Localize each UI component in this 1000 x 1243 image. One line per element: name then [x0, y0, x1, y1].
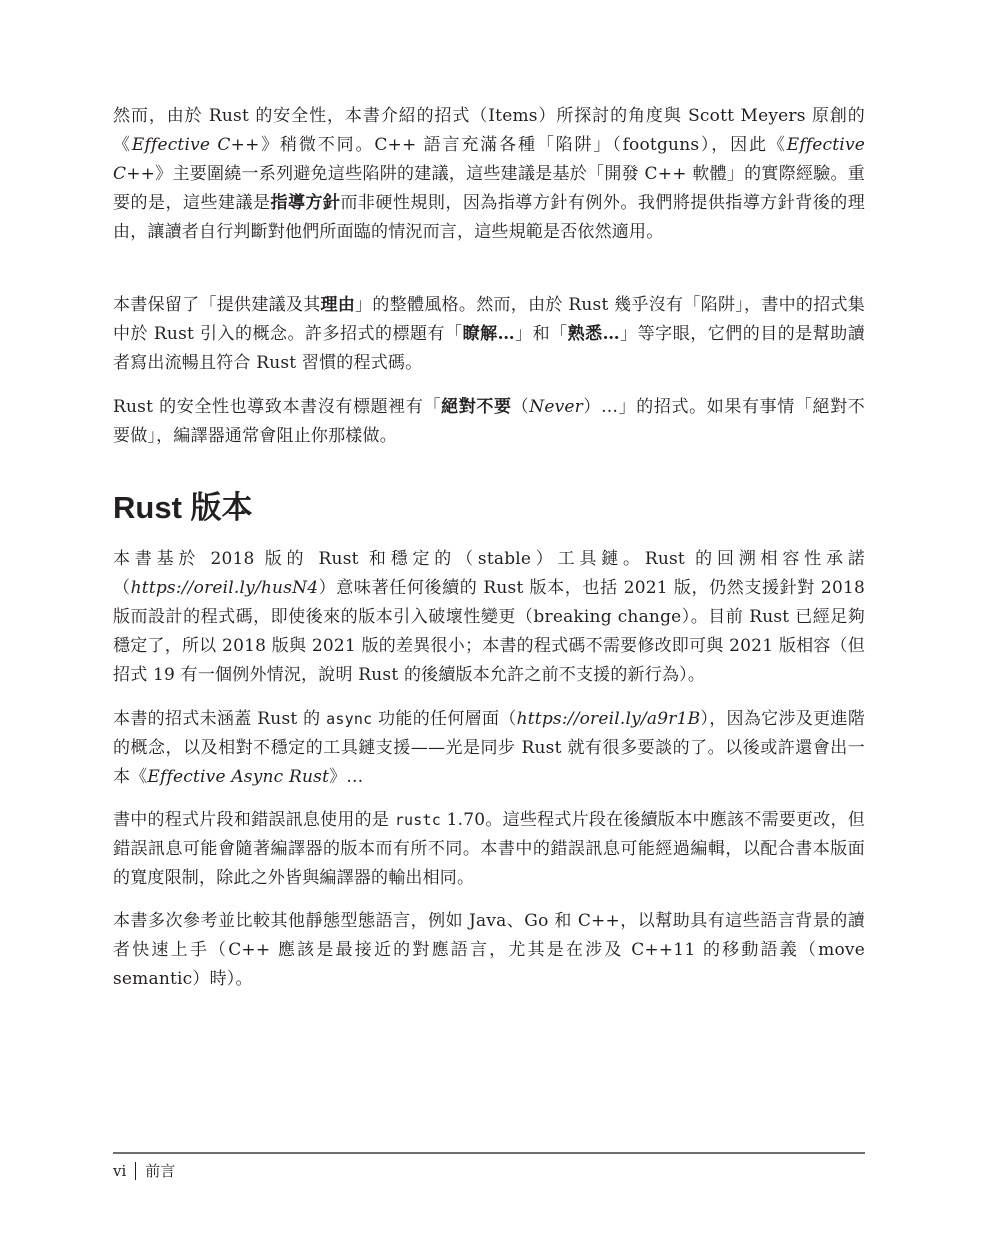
text-run: async [326, 710, 373, 728]
text-run: 瞭解… [462, 324, 515, 344]
text-run: 》稍微不同。C++ 語言充滿各種「陷阱」（footguns），因此《 [259, 135, 787, 155]
text-run: 本書多次參考並比較其他靜態型態語言，例如 Java、Go 和 C++，以幫助具有這些語言背景的讀者快速上手（C++ 應該是最接近的對應語言，尤其是在涉及 C++11 的移動語義（move semantic）時）。 [113, 911, 865, 989]
footer-section-name: 前言 [145, 1162, 176, 1180]
text-run: 指導方針 [270, 193, 341, 213]
section-heading-rust-version: Rust 版本 [113, 490, 253, 525]
text-run: Rust 的安全性也導致本書沒有標題裡有「 [113, 397, 442, 417]
text-run: 》… [329, 767, 364, 787]
text-run: Effective C++ [113, 135, 866, 184]
page-number: vi [113, 1162, 127, 1180]
text-run: 本書保留了「提供建議及其 [113, 295, 321, 315]
text-run: 功能的任何層面（ [372, 709, 517, 729]
text-run: 1.70。這些程式片段在後續版本中應該不需要更改，但錯誤訊息可能會隨著編譯器的版本而有所不同。本書中的錯誤訊息可能經過編輯，以配合書本版面的寬度限制，除此之外皆與編譯器的輸出相同。 [113, 810, 865, 888]
url-link[interactable]: https://oreil.ly/husN4 [130, 578, 319, 598]
text-run: 」的整體風格。然而，由於 Rust 幾乎沒有「陷阱」，書中的招式集中於 Rust 引入的概念。許多招式的標題有「 [113, 295, 865, 344]
text-run: 書中的程式片段和錯誤訊息使用的是 [113, 810, 395, 830]
text-run: 而非硬性規則，因為指導方針有例外。我們將提供指導方針背後的理由，讓讀者自行判斷對他們所面臨的情況而言，這些規範是否依然適用。 [113, 193, 865, 242]
paragraph-async-not-covered [113, 705, 865, 792]
paragraph-never-items [113, 393, 865, 451]
text-run: 》主要圍繞一系列避免這些陷阱的建議，這些建議是基於「開發 C++ 軟體」的實際經驗。重要的是，這些建議是 [113, 164, 865, 213]
text-run: （ [511, 397, 530, 417]
text-run: 然而，由於 Rust 的安全性，本書介紹的招式（Items）所探討的角度與 Scott Meyers 原創的《 [113, 106, 865, 155]
text-run: 熟悉… [567, 324, 620, 344]
footer-separator [135, 1162, 136, 1180]
text-run: 」等字眼，它們的目的是幫助讀者寫出流暢且符合 Rust 習慣的程式碼。 [113, 324, 865, 373]
text-run: ）意味著任何後續的 Rust 版本，也括 2021 版，仍然支援針對 2018 版而設計的程式碼，即使後來的版本引入破壞性變更（breaking change）。目前 Rust 已經足夠穩定了，所以 2018 版與 2021 版的差異很小；本書的程式碼不需要修改即可與 2021 版相容（但招式 19 有一個例外情況，說明 Rust 的後續版本允許之前不支援的新行為）。 [113, 578, 865, 685]
paragraph-scott-meyers-comparison [113, 102, 865, 247]
page-footer [113, 1160, 175, 1182]
text-run: rustc [394, 811, 441, 829]
text-run: 絕對不要 [441, 397, 512, 417]
url-link[interactable]: https://oreil.ly/a9r1B [516, 709, 701, 729]
paragraph-rustc-version [113, 806, 865, 893]
text-run: Never [529, 397, 583, 417]
text-run: 本書基於 2018 版的 Rust 和穩定的（stable）工具鏈。Rust 的回溯相容性承諾（ [113, 549, 865, 598]
text-run: 本書的招式未涵蓋 Rust 的 [113, 709, 327, 729]
footer-divider [113, 1152, 865, 1154]
text-run: 理由 [320, 295, 356, 315]
text-run: ）…」的招式。如果有事情「絕對不要做」，編譯器通常會阻止你那樣做。 [113, 397, 865, 446]
text-run: 」和「 [514, 324, 568, 344]
text-run: Effective C++ [131, 135, 260, 155]
text-run: ），因為它涉及更進階的概念，以及相對不穩定的工具鏈支援——光是同步 Rust 就有很多要談的了。以後或許還會出一本《 [113, 709, 865, 787]
paragraph-other-languages [113, 907, 865, 994]
text-run: Effective Async Rust [147, 767, 330, 787]
paragraph-rust-edition [113, 545, 865, 690]
paragraph-style-preserved [113, 291, 865, 378]
